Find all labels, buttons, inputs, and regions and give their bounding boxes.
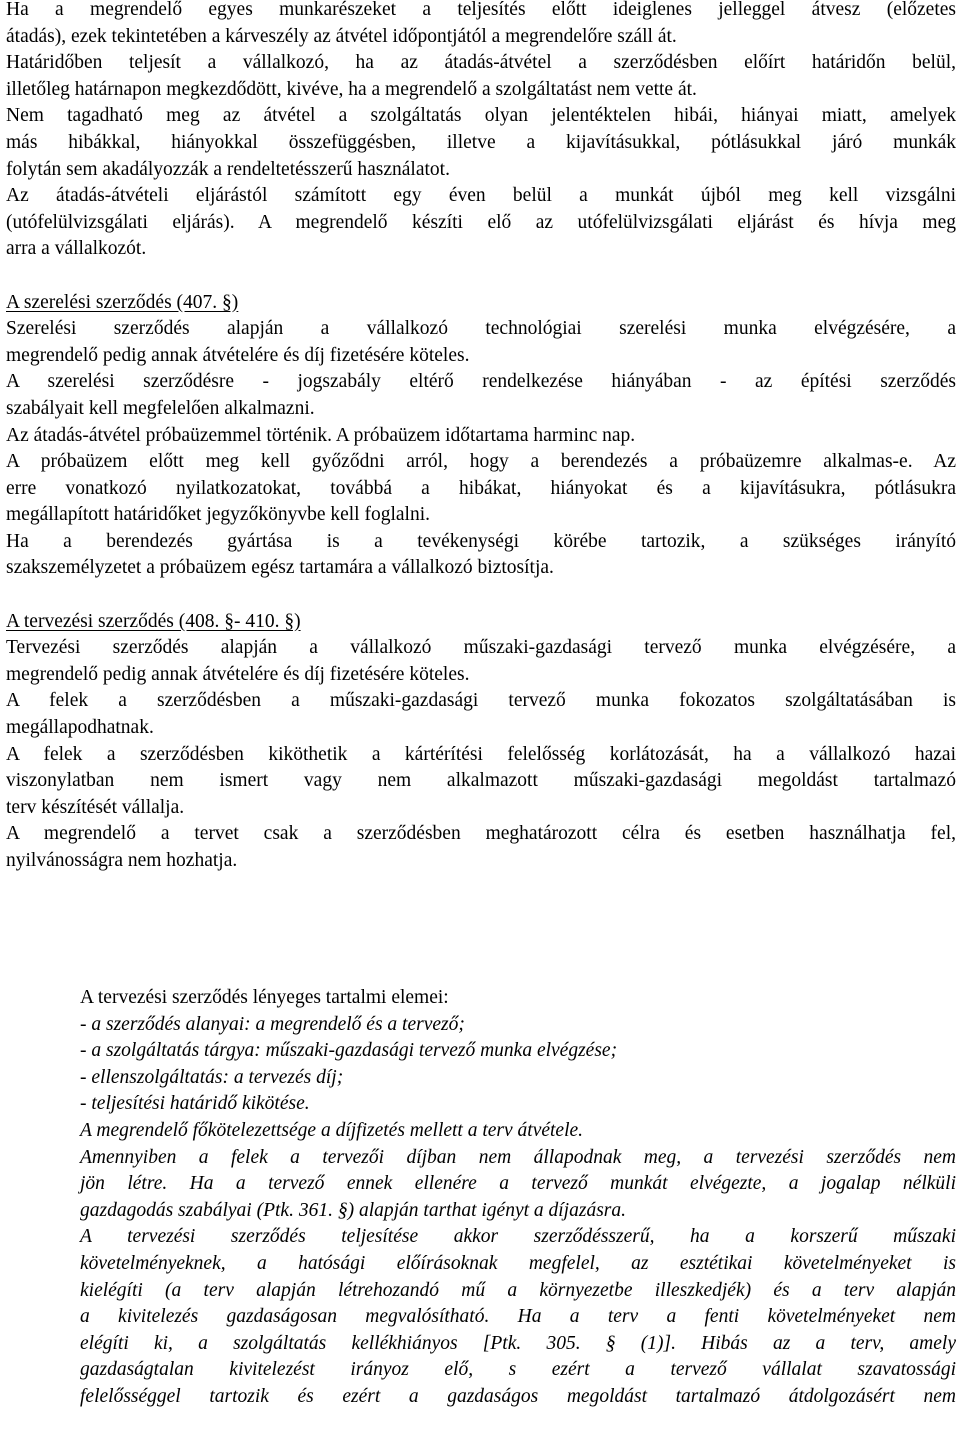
text-line: megállapodhatnak. bbox=[6, 717, 154, 739]
text-line: erre vonatkozó nyilatkozatokat, továbbá a hibákat, hiányokat és a kijavításukra, pótlásukra bbox=[6, 477, 956, 499]
text-line: szabályait kell megfelelően alkalmazni. bbox=[6, 397, 315, 419]
text-line: Szerelési szerződés alapján a vállalkozó technológiai szerelési munka elvégzésére, a bbox=[6, 318, 956, 340]
text-line: jön létre. Ha a tervező ennek ellenére a tervező munkát elvégezte, a jogalap nélküli bbox=[80, 1173, 956, 1195]
text-line: - a szolgáltatás tárgya: műszaki-gazdasági tervező munka elvégzése; bbox=[80, 1040, 618, 1062]
text-line: folytán sem akadályozzák a rendeltetésszerű használatot. bbox=[6, 158, 450, 180]
paragraph-block-szerelesi bbox=[6, 316, 956, 582]
text-line: nyilvánosságra nem hozhatja. bbox=[6, 850, 238, 871]
text-line: Tervezési szerződés alapján a vállalkozó műszaki-gazdasági tervező munka elvégzésére, a bbox=[6, 637, 956, 659]
text-line: elégíti ki, a szolgáltatás kellékhiányos [Ptk. 305. § (1)]. Hibás az a terv, amely bbox=[80, 1332, 956, 1354]
text-line: Az átadás-átvételi eljárástól számított egy éven belül a munkát újból meg kell vizsgálni bbox=[6, 185, 956, 207]
text-line: gazdaságtalan kivitelezést irányoz elő, s ezért a tervező vállalat szavatossági bbox=[80, 1359, 956, 1381]
heading-text: A tervezési szerződés (408. §- 410. §) bbox=[6, 610, 301, 632]
paragraph-block-tervezesi bbox=[6, 635, 956, 874]
indented-text-column bbox=[80, 985, 956, 1411]
text-line: Határidőben teljesít a vállalkozó, ha az átadás-átvétel a szerződésben előírt határidőn belül, bbox=[6, 52, 956, 74]
text-line: terv készítését vállalja. bbox=[6, 796, 185, 818]
text-line: - a szerződés alanyai: a megrendelő és a tervező; bbox=[80, 1013, 465, 1035]
indented-italic-block bbox=[80, 1012, 956, 1411]
text-line: A tervezési szerződés teljesítése akkor szerződésszerű, ha a korszerű műszaki bbox=[80, 1226, 956, 1248]
text-line: felelősséggel tartozik és ezért a gazdaságos megoldást tartalmazó átdolgozásért nem bbox=[80, 1385, 956, 1407]
text-line: illetőleg határnapon megkezdődött, kivéve, ha a megrendelő a szolgáltatást nem vette át. bbox=[6, 78, 697, 100]
text-line: szakszemélyzetet a próbaüzem egész tartamára a vállalkozó biztosítja. bbox=[6, 557, 554, 579]
section-heading-tervezesi bbox=[6, 609, 956, 636]
text-line: Ha a megrendelő egyes munkarészeket a teljesítés előtt ideiglenes jelleggel átvesz (előzetes bbox=[6, 0, 956, 20]
text-line: A próbaüzem előtt meg kell győződni arról, hogy a berendezés a próbaüzemre alkalmas-e. Az bbox=[6, 451, 956, 473]
text-line: megrendelő pedig annak átvételére és díj fizetésére köteles. bbox=[6, 663, 470, 685]
text-line: a kivitelezés gazdaságosan megvalósítható. Ha a terv a fenti követelményeket nem bbox=[80, 1306, 956, 1328]
text-line: arra a vállalkozót. bbox=[6, 238, 147, 260]
text-line: A felek a szerződésben a műszaki-gazdasági tervező munka fokozatos szolgáltatásában is bbox=[6, 690, 956, 712]
spacer bbox=[6, 582, 956, 609]
section-heading-szerelesi bbox=[6, 290, 956, 317]
text-line: A megrendelő főkötelezettsége a díjfizetés mellett a terv átvétele. bbox=[80, 1119, 584, 1141]
text-line: kielégíti (a terv alapján létrehozandó mű a környezetbe illeszkedjék) és a terv alapján bbox=[80, 1279, 956, 1301]
text-line: megrendelő pedig annak átvételére és díj fizetésére köteles. bbox=[6, 344, 470, 366]
text-line: Az átadás-átvétel próbaüzemmel történik. A próbaüzem időtartama harminc nap. bbox=[6, 424, 636, 446]
main-text-column bbox=[6, 0, 956, 875]
spacer bbox=[6, 263, 956, 290]
text-line: Ha a berendezés gyártása is a tevékenységi körébe tartozik, a szükséges irányító bbox=[6, 530, 956, 552]
text-line: Nem tagadható meg az átvétel a szolgáltatás olyan jelentéktelen hibái, hiányai miatt, amelyek bbox=[6, 105, 956, 127]
text-line: A megrendelő a tervet csak a szerződésben meghatározott célra és esetben használhatja fel, bbox=[6, 823, 956, 845]
heading-text: A szerelési szerződés (407. §) bbox=[6, 291, 239, 313]
text-line: gazdagodás szabályai (Ptk. 361. §) alapján tarthat igényt a díjazásra. bbox=[80, 1199, 626, 1221]
text-line: (utófelülvizsgálati eljárás). A megrendelő készíti elő az utófelülvizsgálati eljárást és hívja meg bbox=[6, 211, 956, 233]
text-line: más hibákkal, hiányokkal összefüggésben, illetve a kijavításukkal, pótlásukkal járó munkák bbox=[6, 131, 956, 153]
text-line: - ellenszolgáltatás: a tervezés díj; bbox=[80, 1066, 344, 1088]
text-line: A szerelési szerződésre - jogszabály eltérő rendelkezése hiányában - az építési szerződés bbox=[6, 371, 956, 393]
text-line: viszonylatban nem ismert vagy nem alkalmazott műszaki-gazdasági megoldást tartalmazó bbox=[6, 770, 956, 792]
text-line: követelményeknek, a hatósági előírásoknak megfelel, az esztétikai követelményeket is bbox=[80, 1252, 956, 1274]
text-line: A felek a szerződésben kiköthetik a kártérítési felelősség korlátozását, ha a vállalkozó hazai bbox=[6, 743, 956, 765]
text-line: átadás), ezek tekintetében a kárveszély az átvétel időpontjától a megrendelőre száll át. bbox=[6, 25, 677, 47]
text-line: - teljesítési határidő kikötése. bbox=[80, 1093, 310, 1115]
indented-heading: A tervezési szerződés lényeges tartalmi elemei: bbox=[80, 987, 449, 1008]
paragraph-block-handover bbox=[6, 0, 956, 263]
text-line: megállapított határidőket jegyzőkönyvbe kell foglalni. bbox=[6, 504, 431, 526]
text-line: Amennyiben a felek a tervezői díjban nem állapodnak meg, a tervezési szerződés nem bbox=[80, 1146, 956, 1168]
